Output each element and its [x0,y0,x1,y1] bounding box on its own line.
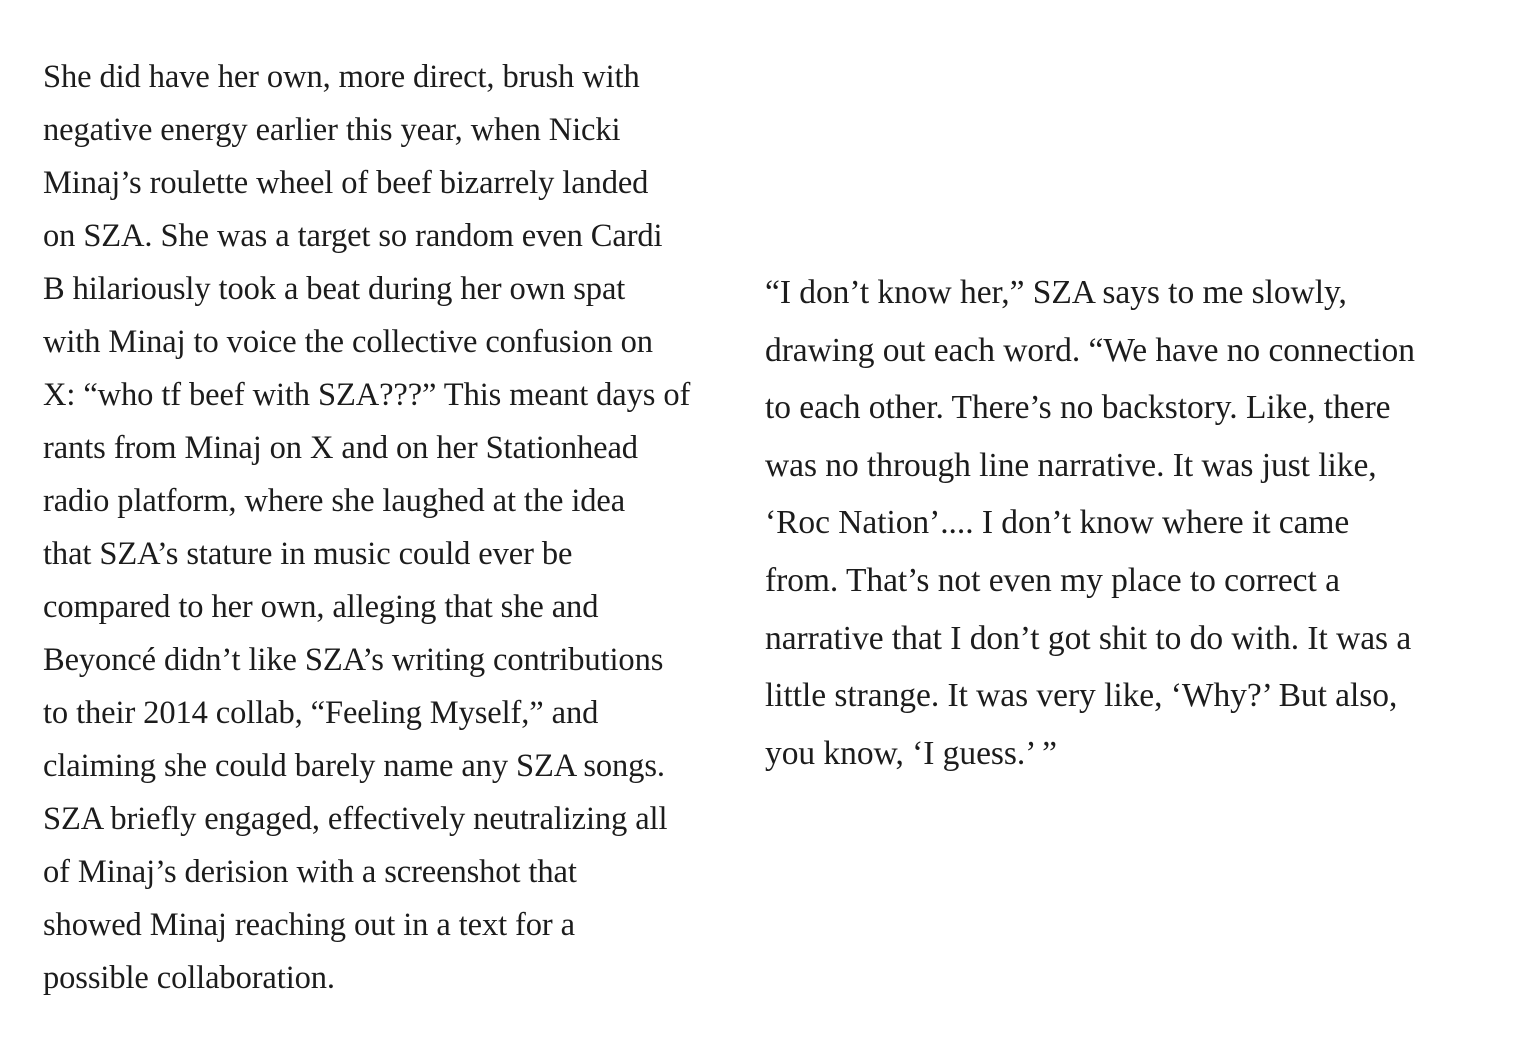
paragraph-line: compared to her own, alleging that she and [43,589,599,625]
paragraph-line: SZA briefly engaged, effectively neutralizing all [43,801,668,837]
paragraph-line: on SZA. She was a target so random even Cardi [43,218,663,254]
paragraph-line: showed Minaj reaching out in a text for a [43,907,575,943]
paragraph-line: X: “who tf beef with SZA???” This meant days of [43,377,691,413]
quote-line: was no through line narrative. It was just like, [765,446,1377,484]
paragraph-line: claiming she could barely name any SZA songs. [43,748,665,784]
quote-line: you know, ‘I guess.’ ” [765,734,1057,772]
quote-line: from. That’s not even my place to correct a [765,561,1340,599]
quote-line: “I don’t know her,” SZA says to me slowly, [765,274,1347,311]
paragraph-line: with Minaj to voice the collective confusion on [43,324,653,360]
quote-line: drawing out each word. “We have no connection [765,331,1415,369]
paragraph-line: rants from Minaj on X and on her Stationhead [43,430,638,466]
paragraph-line: of Minaj’s derision with a screenshot that [43,854,577,890]
paragraph-line: Beyoncé didn’t like SZA’s writing contributions [43,642,664,678]
paragraph-line: radio platform, where she laughed at the idea [43,483,626,519]
paragraph-line: She did have her own, more direct, brush with [43,59,640,95]
right-paragraph-quote [765,264,1505,782]
paragraph-line: that SZA’s stature in music could ever be [43,536,573,572]
paragraph-line: possible collaboration. [43,960,335,996]
quote-line: little strange. It was very like, ‘Why?’ But also, [765,677,1398,715]
paragraph-line: Minaj’s roulette wheel of beef bizarrely landed [43,165,649,201]
left-paragraph [43,51,733,1005]
paragraph-line: to their 2014 collab, “Feeling Myself,” and [43,695,599,731]
paragraph-line: B hilariously took a beat during her own spat [43,271,626,307]
paragraph-line: negative energy earlier this year, when Nicki [43,112,621,148]
quote-line: ‘Roc Nation’.... I don’t know where it came [765,504,1350,542]
quote-line: to each other. There’s no backstory. Like, there [765,389,1391,427]
quote-line: narrative that I don’t got shit to do with. It was a [765,619,1412,657]
